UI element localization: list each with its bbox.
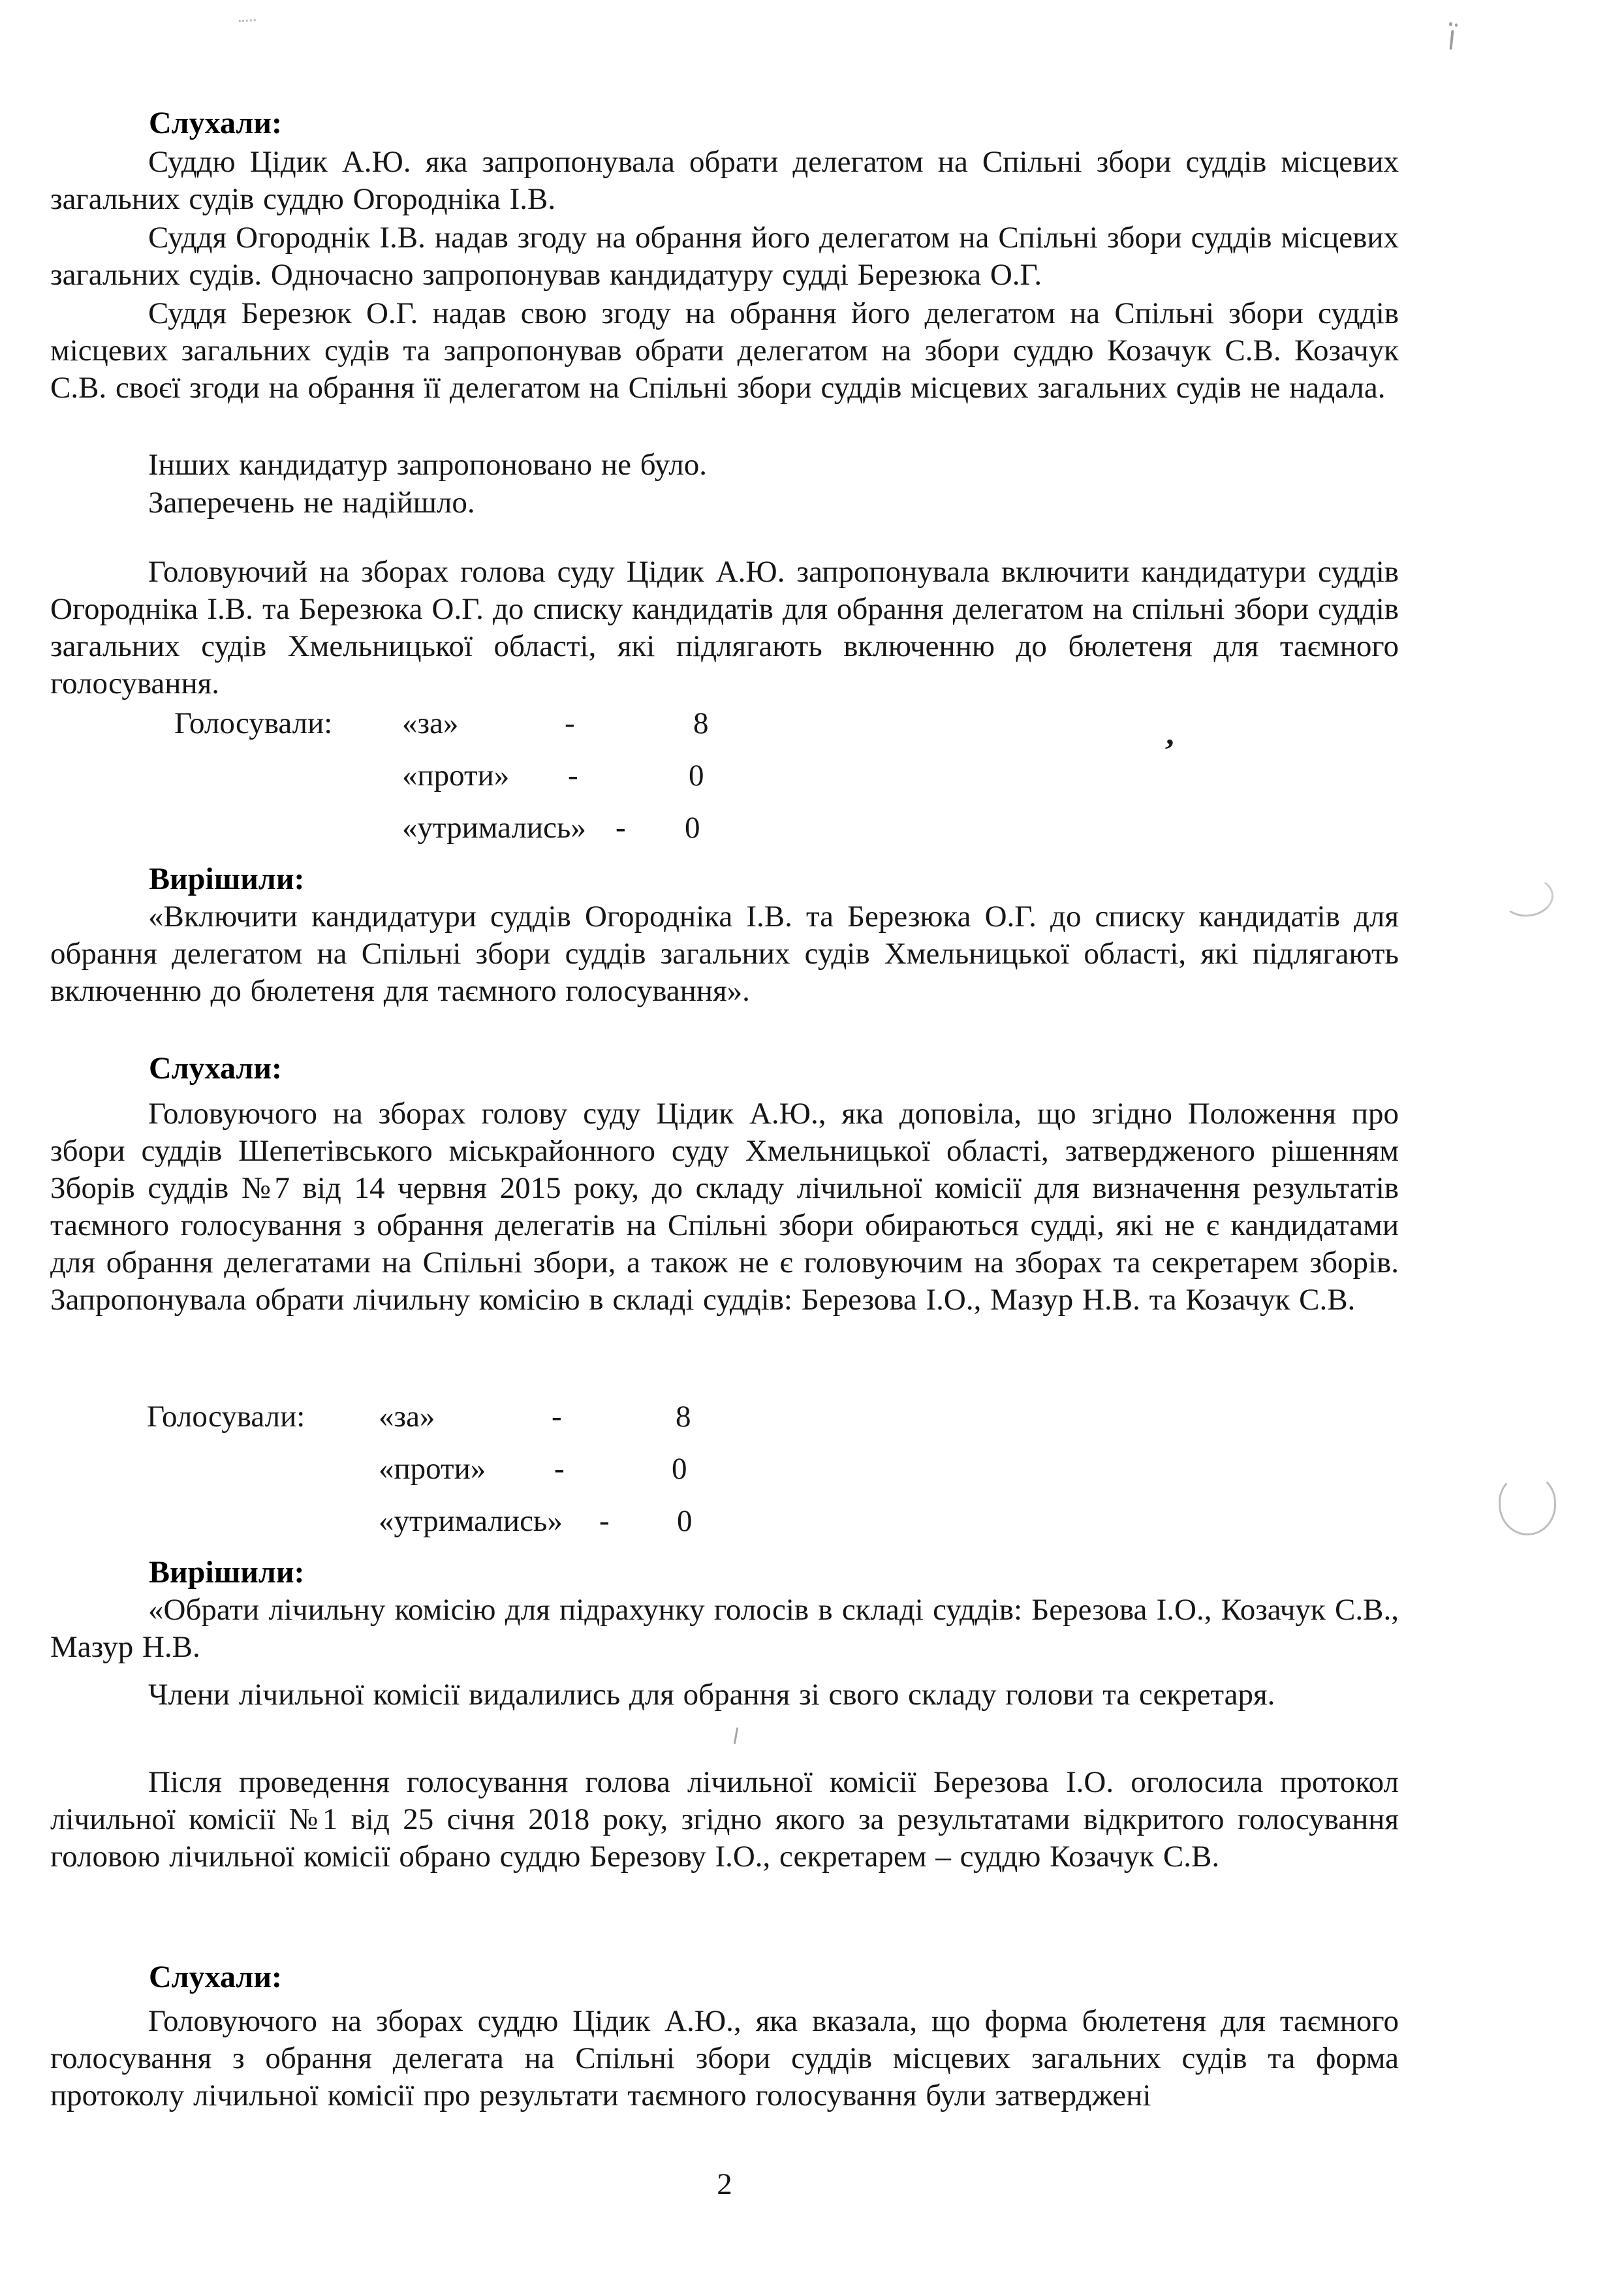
vote-row-for — [50, 705, 1399, 742]
vote-term: «утримались» — [402, 811, 586, 845]
vote-dash: - — [616, 811, 626, 845]
vote-row-abstained — [50, 1503, 1399, 1540]
vote-label: Голосували: — [174, 706, 333, 740]
vote-tally-1 — [50, 705, 1399, 855]
vote-value: 0 — [677, 1504, 693, 1538]
vote-term: «за» — [379, 1400, 435, 1434]
vote-row-against — [50, 757, 1399, 794]
vote-dash: - — [552, 1400, 562, 1434]
vote-label: Голосували: — [147, 1400, 305, 1434]
paragraph-decision-include-candidates: «Включити кандидатури суддів Огородніка І.В. та Березюка О.Г. до списку кандидатів для обрання делегатом на Спільні збори суддів загальних судів Хмельницької області, які підлягають включенню до бюлетеня для таємного голосування». — [50, 900, 1399, 1008]
vote-dash: - — [568, 759, 578, 793]
section-heading-sluhaly-1: Слухали: — [149, 106, 282, 140]
vote-row-for — [50, 1398, 1399, 1436]
vote-dash: - — [554, 1452, 565, 1486]
stray-pen-tick: ’ — [1161, 731, 1177, 769]
scan-smudge-top-left — [239, 19, 257, 26]
vote-row-against — [50, 1451, 1399, 1488]
section-heading-sluhaly-3: Слухали: — [149, 1960, 282, 1994]
vote-tally-2 — [50, 1398, 1399, 1548]
scan-speckle-top-right — [1448, 22, 1458, 51]
paragraph-chair-proposal-include-candidates: Головуючий на зборах голова суду Цідик А.Ю. запропонувала включити кандидатури суддів Огородніка І.В. та Березюка О.Г. до списку кандидатів для обрання делегатом на спільні збори суддів загальних судів Хмельницької області, які підлягають включенню до бюлетеня для таємного голосування. — [50, 555, 1399, 700]
vote-value: 0 — [689, 759, 704, 793]
scan-tick-mark — [734, 1727, 738, 1744]
vote-dash: - — [599, 1504, 610, 1538]
paragraph-no-objections: Заперечень не надійшло. — [148, 486, 475, 520]
page-number: 2 — [717, 2167, 732, 2201]
paragraph-ballot-form-approved: Головуючого на зборах суддю Цідик А.Ю., яка вказала, що форма бюлетеня для таємного голосування з обрання делегата на Спільні збори суддів місцевих загальних судів та форма протоколу лічильної комісії про результати таємного голосування були затверджені — [50, 2004, 1399, 2112]
paragraph-judge-berezyuk-consent: Суддя Березюк О.Г. надав свою згоду на обрання його делегатом на Спільні збори суддів місцевих загальних судів та запропонував обрати делегатом на збори суддю Козачук С.В. Козачук С.В. своєї згоди на обрання її делегатом на Спільні збори суддів місцевих загальних судів не надала. — [50, 296, 1399, 405]
paragraph-protocol-no1-announced: Після проведення голосування голова лічильної комісії Березова І.О. оголосила протокол лічильної комісії №1 від 25 січня 2018 року, згідно якого за результатами відкритого голосування головою лічильної комісії обрано суддю Березову І.О., секретарем – суддю Козачук С.В. — [50, 1765, 1399, 1874]
vote-term: «проти» — [379, 1452, 486, 1486]
section-heading-sluhaly-2: Слухали: — [149, 1051, 282, 1086]
vote-term: «за» — [402, 706, 459, 740]
paragraph-commission-withdrew: Члени лічильної комісії видалились для обрання зі свого складу голови та секретаря. — [148, 1678, 1275, 1712]
scan-arc-mark-lower — [1497, 1473, 1557, 1536]
vote-value: 8 — [676, 1400, 691, 1434]
paragraph-decision-elect-commission: «Обрати лічильну комісію для підрахунку голосів в складі суддів: Березова І.О., Козачук С.В., Мазур Н.В. — [50, 1593, 1399, 1664]
vote-value: 0 — [672, 1452, 687, 1486]
paragraph-judge-ohorodnik-consent: Суддя Огороднік І.В. надав згоду на обрання його делегатом на Спільні збори суддів місцевих загальних судів. Одночасно запропонував кандидатуру судді Березюка О.Г. — [50, 221, 1399, 292]
vote-value: 8 — [693, 706, 709, 740]
section-heading-vyrishyly-1: Вирішили: — [149, 862, 305, 896]
scan-arc-mark-upper — [1499, 875, 1555, 919]
paragraph-judge-tsidyk-proposal: Суддю Цідик А.Ю. яка запропонувала обрати делегатом на Спільні збори суддів місцевих загальних судів суддю Огородніка І.В. — [50, 145, 1399, 216]
vote-value: 0 — [685, 811, 700, 845]
section-heading-vyrishyly-2: Вирішили: — [149, 1555, 305, 1590]
vote-dash: - — [565, 706, 575, 740]
paragraph-counting-commission-rules: Головуючого на зборах голову суду Цідик А.Ю., яка доповіла, що згідно Положення про збори суддів Шепетівського міськрайонного суду Хмельницької області, затвердженого рішенням Зборів суддів №7 від 14 червня 2015 року, до складу лічильної комісії для визначення результатів таємного голосування з обрання делегатів на Спільні збори обираються судді, які не є кандидатами для обрання делегатами на Спільні збори, а також не є головуючим на зборах та секретарем зборів. Запропонувала обрати лічильну комісію в складі суддів: Березова І.О., Мазур Н.В. та Козачук С.В. — [50, 1097, 1399, 1317]
vote-term: «утримались» — [379, 1504, 563, 1538]
vote-term: «проти» — [402, 759, 510, 793]
vote-row-abstained — [50, 809, 1399, 847]
paragraph-no-other-candidates: Інших кандидатур запропоновано не було. — [148, 448, 707, 482]
